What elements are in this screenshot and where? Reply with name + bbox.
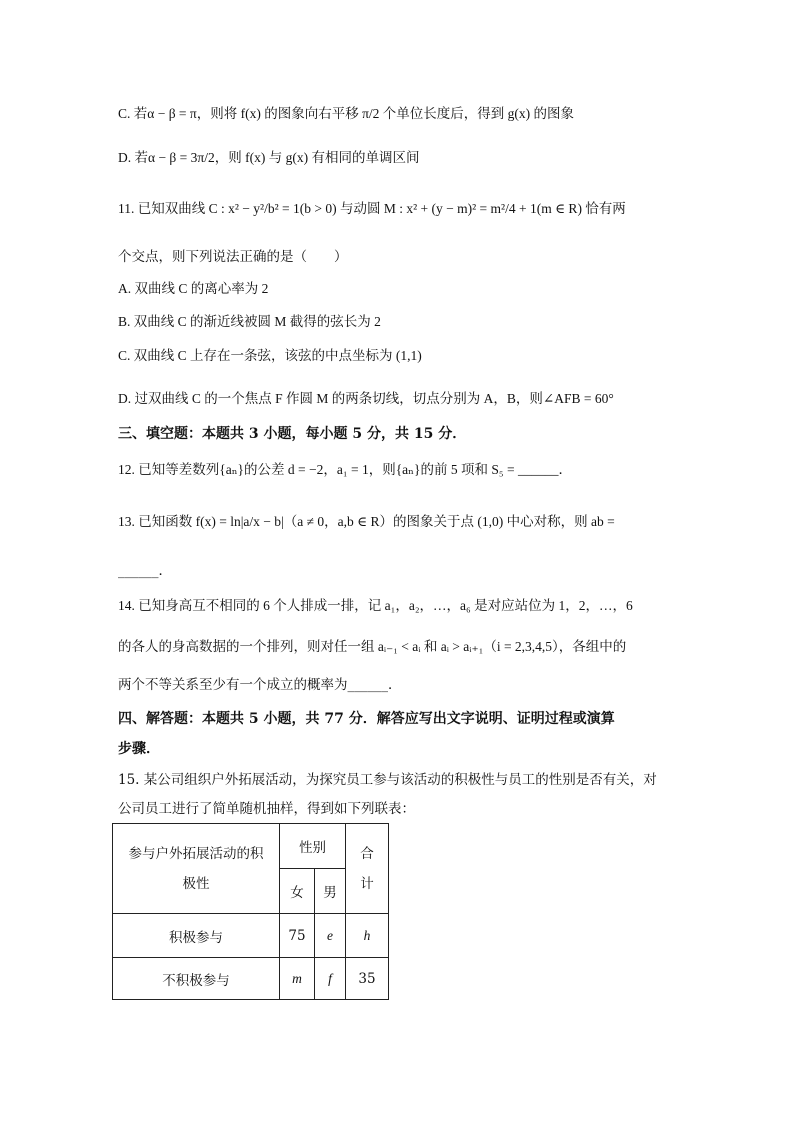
question-11: 11. 已知双曲线 C : x² − y²/b² = 1(b > 0) 与动圆 M : x² + (y − m)² = m²/4 + 1(m ∈ R) 恰有两 [118, 201, 626, 216]
question-11-cont: 个交点，则下列说法正确的是（ ） [118, 249, 348, 265]
row-label: 不积极参与 [113, 958, 280, 1000]
section-3-heading: 三、填空题：本题共 3 小题，每小题 5 分，共 15 分． [118, 426, 467, 442]
cell-total: 35 [346, 958, 389, 1000]
header-activity: 参与户外拓展活动的积 极性 [113, 824, 280, 914]
section-4-heading: 四、解答题：本题共 5 小题，共 77 分．解答应写出文字说明、证明过程或演算 [118, 711, 615, 727]
cell-male: f [315, 958, 346, 1000]
table-row [113, 914, 389, 958]
header-male: 男 [315, 869, 346, 914]
option-a-11: A. 双曲线 C 的离心率为 2 [118, 281, 269, 296]
cell-female: 75 [280, 914, 315, 958]
question-15-cont: 公司员工进行了简单随机抽样，得到如下列联表： [118, 801, 415, 817]
section-4-heading-cont: 步骤． [118, 741, 160, 757]
question-13: 13. 已知函数 f(x) = ln|a/x − b|（a ≠ 0，a,b ∈ R）的图象关于点 (1,0) 中心对称，则 ab = [118, 514, 615, 529]
question-14: 14. 已知身高互不相同的 6 个人排成一排，记 a₁，a₂，…，a₆ 是对应站位为 1，2，…，6 [118, 598, 633, 613]
header-gender: 性别 [280, 824, 346, 869]
header-female: 女 [280, 869, 315, 914]
contingency-table [112, 823, 389, 1000]
table-row [113, 958, 389, 1000]
option-d-11: D. 过双曲线 C 的一个焦点 F 作圆 M 的两条切线，切点分别为 A，B，则∠AFB = 60° [118, 391, 614, 406]
row-label: 积极参与 [113, 914, 280, 958]
cell-male: e [315, 914, 346, 958]
cell-total: h [346, 914, 389, 958]
option-b-11: B. 双曲线 C 的渐近线被圆 M 截得的弦长为 2 [118, 314, 381, 329]
question-13-blank: ______． [118, 563, 172, 579]
option-d-10: D. 若α − β = 3π/2，则 f(x) 与 g(x) 有相同的单调区间 [118, 150, 420, 165]
cell-female: m [280, 958, 315, 1000]
header-total: 合 计 [346, 824, 389, 914]
question-14-cont: 的各人的身高数据的一个排列，则对任一组 aᵢ₋₁ < aᵢ 和 aᵢ > aᵢ₊₁（i = 2,3,4,5），各组中的 [118, 639, 627, 654]
question-12: 12. 已知等差数列{aₙ}的公差 d = −2，a₁ = 1，则{aₙ}的前 5 项和 S₅ = ______． [118, 462, 572, 477]
option-c-11: C. 双曲线 C 上存在一条弦，该弦的中点坐标为 (1,1) [118, 348, 422, 363]
option-c-10: C. 若α − β = π，则将 f(x) 的图象向右平移 π/2 个单位长度后，得到 g(x) 的图象 [118, 106, 575, 121]
question-15: 15. 某公司组织户外拓展活动，为探究员工参与该活动的积极性与员工的性别是否有关，对 [118, 772, 657, 788]
question-14-end: 两个不等关系至少有一个成立的概率为______． [118, 677, 402, 693]
